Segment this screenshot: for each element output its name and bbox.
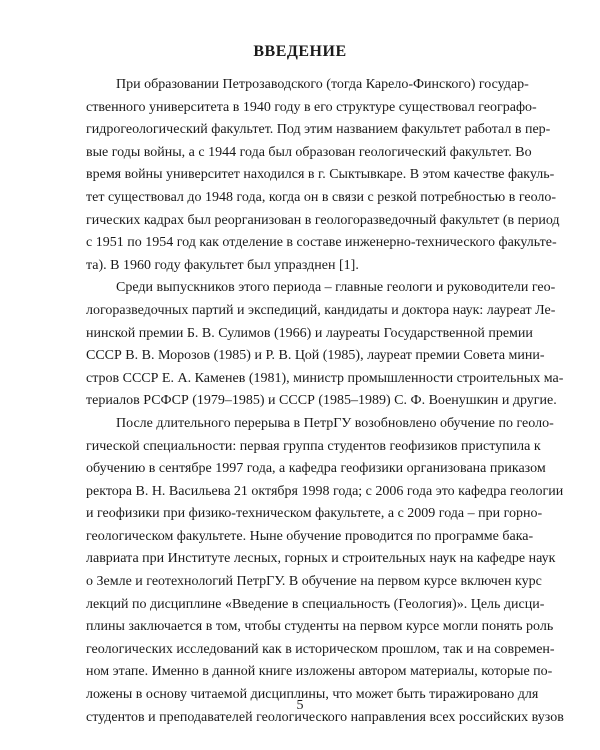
text-line: нинской премии Б. В. Сулимов (1966) и лауреаты Государственной премии: [86, 325, 533, 341]
text-line: ложены в основу читаемой дисциплины, что может быть тиражировано для: [86, 687, 539, 703]
text-line: обучению в сентябре 1997 года, а кафедра геофизики организована приказом: [86, 461, 546, 477]
text-line: СССР В. В. Морозов (1985) и Р. В. Цой (1985), лауреат премии Совета мини-: [86, 348, 545, 364]
text-line: геологическом факультете. Ныне обучение проводится по программе бака-: [86, 528, 534, 544]
text-line: студентов и преподавателей геологического направления всех российских вузов: [86, 709, 564, 725]
text-line: лавриата при Институте лесных, горных и строительных наук на кафедре наук: [86, 551, 556, 567]
text-line: При образовании Петрозаводского (тогда Карело-Финского) государ-: [116, 77, 529, 92]
text-line: та). В 1960 году факультет был упразднен [1].: [86, 257, 359, 273]
paragraph-2: [86, 277, 564, 413]
text-line: время войны университет находился в г. Сыктывкаре. В этом качестве факуль-: [86, 167, 555, 183]
text-line: ректора В. Н. Васильева 21 октября 1998 года; с 2006 года это кафедра геологии: [86, 483, 564, 499]
text-line: вые годы войны, а с 1944 года был образован геологический факультет. Во: [86, 144, 532, 160]
text-line: геологических исследований как в историческом прошлом, так и на современ-: [86, 641, 555, 657]
text-line: ственного университета в 1940 году в его структуре существовал географо-: [86, 99, 537, 115]
text-line: стров СССР Е. А. Каменев (1981), министр промышленности строительных ма-: [86, 370, 564, 386]
paragraph-1: [86, 74, 560, 277]
text-line: лекций по дисциплине «Введение в специальность (Геология)». Цель дисци-: [86, 596, 545, 612]
text-line: ном этапе. Именно в данной книге изложены автором материалы, которые по-: [86, 664, 553, 680]
text-line: логоразведочных партий и экспедиций, кандидаты и доктора наук: лауреат Ле-: [86, 302, 556, 318]
text-line: гидрогеологический факультет. Под этим названием факультет работал в пер-: [86, 122, 551, 138]
text-line: и геофизики при физико-техническом факультете, а с 2009 года – при горно-: [86, 506, 543, 522]
text-line: гических кадрах был реорганизован в геологоразведочный факультет (в период: [86, 212, 560, 228]
text-line: Среди выпускников этого периода – главные геологи и руководители гео-: [116, 280, 556, 296]
body-text: [86, 74, 564, 729]
text-line: с 1951 по 1954 год как отделение в составе инженерно-технического факульте-: [86, 235, 557, 251]
paragraph-3: [86, 413, 564, 729]
page-number: 5: [296, 698, 304, 713]
text-line: тет существовал до 1948 года, когда он в связи с резкой потребностью в геоло-: [86, 189, 557, 205]
page-title: ВВЕДЕНИЕ: [253, 43, 347, 60]
text-line: После длительного перерыва в ПетрГУ возобновлено обучение по геоло-: [116, 415, 554, 431]
text-line: териалов РСФСР (1979–1985) и СССР (1985–1989) С. Ф. Военушкин и другие.: [86, 393, 557, 409]
text-line: плины заключается в том, чтобы студенты на первом курсе могли понять роль: [86, 619, 554, 635]
text-line: о Земле и геотехнологий ПетрГУ. В обучение на первом курсе включен курс: [86, 574, 542, 590]
text-line: гической специальности: первая группа студентов геофизиков приступила к: [86, 438, 541, 454]
